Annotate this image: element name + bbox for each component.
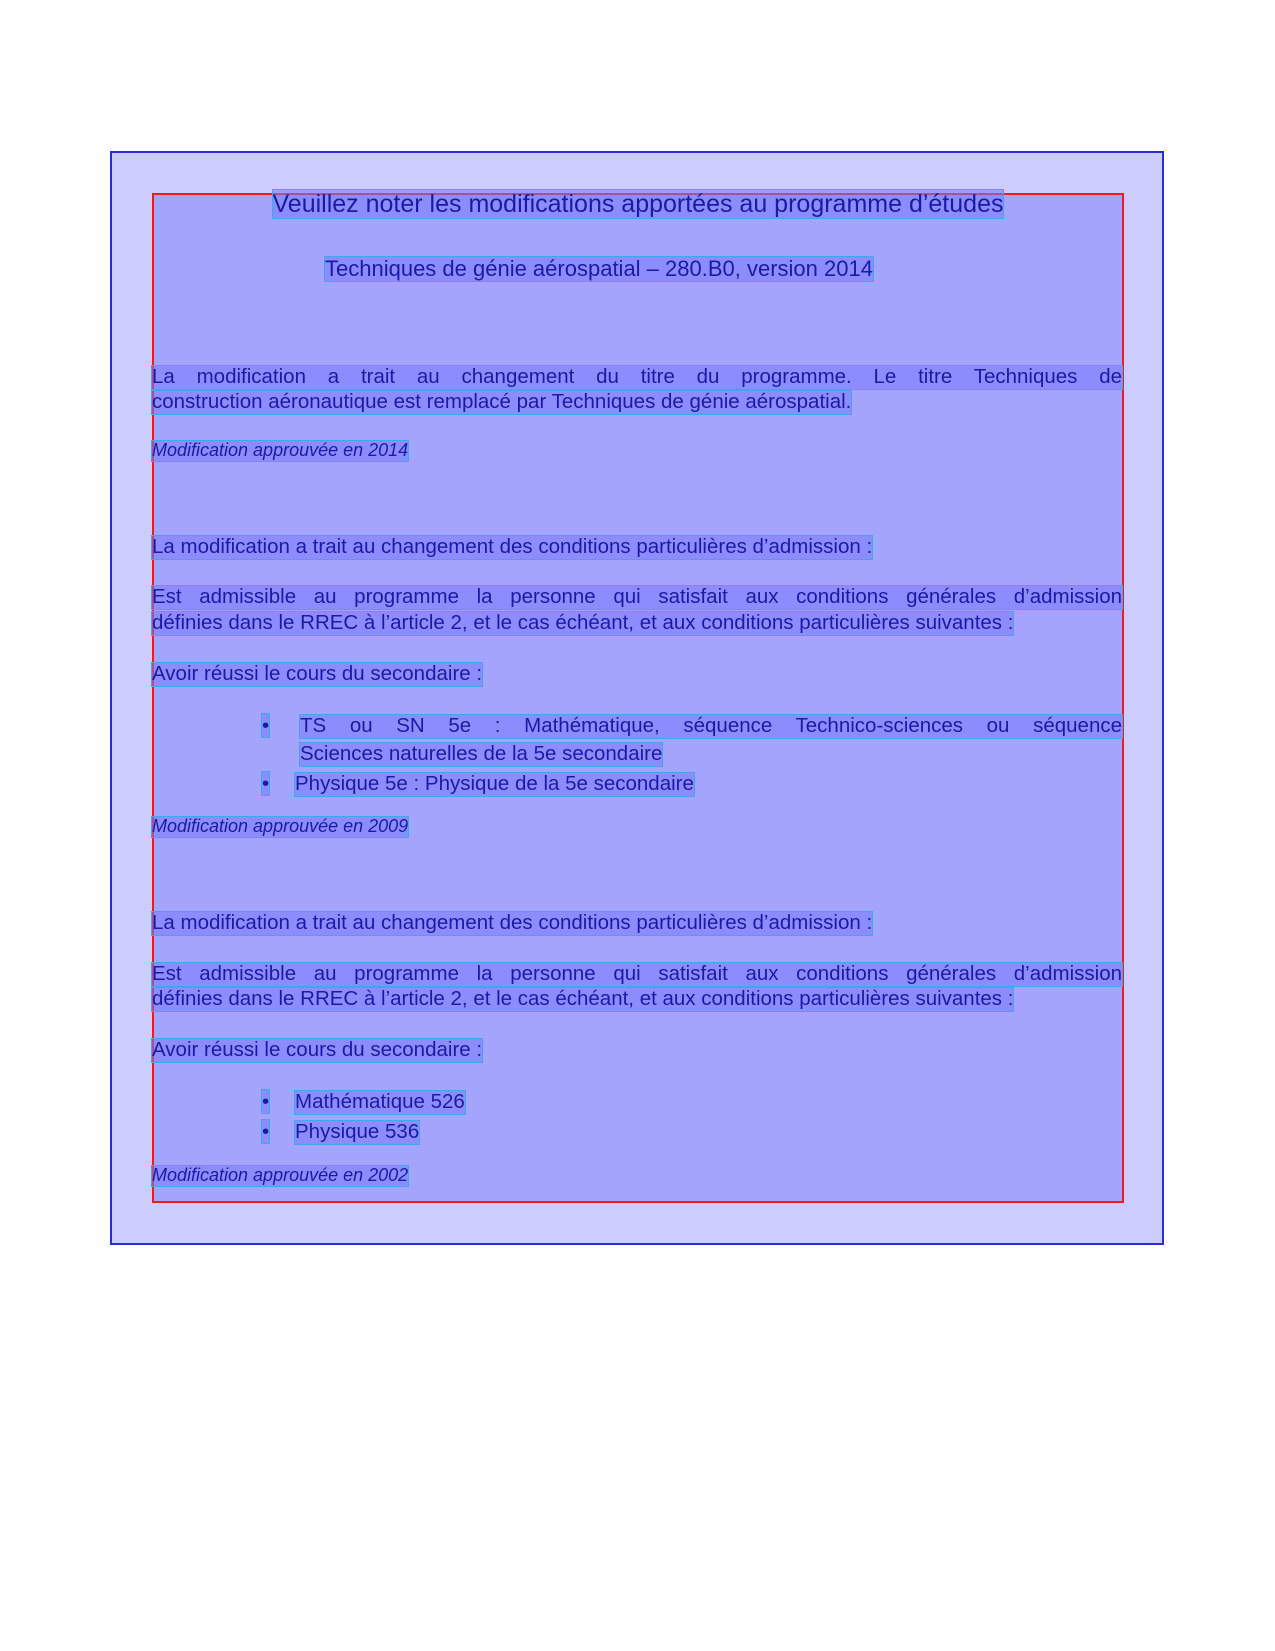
document-title-text: Veuillez noter les modifications apportées au programme d’études bbox=[272, 190, 1004, 218]
section1-approved: Modification approuvée en 2014 bbox=[152, 440, 409, 460]
bullet-icon: • bbox=[262, 772, 270, 795]
section2-bullet2: Physique 5e : Physique de la 5e secondaire bbox=[295, 772, 694, 795]
section2-approved: Modification approuvée en 2009 bbox=[152, 816, 409, 836]
section3-bullet1-marker bbox=[262, 1091, 269, 1114]
document-title bbox=[245, 191, 1031, 219]
section3-course-intro: Avoir réussi le cours du secondaire : bbox=[152, 1038, 483, 1061]
section2-para-line1: Est admissible au programme la personne qui satisfait aux conditions générales d’admission bbox=[152, 585, 1122, 608]
section2-bullet2-marker bbox=[262, 773, 269, 796]
bullet-icon: • bbox=[262, 714, 270, 737]
section3-bullet2-marker bbox=[262, 1121, 269, 1144]
section2-bullet1-line2: Sciences naturelles de la 5e secondaire bbox=[300, 742, 663, 765]
section2-para-line2: définies dans le RREC à l’article 2, et le cas échéant, et aux conditions particulières suivantes : bbox=[152, 611, 1014, 634]
bullet-icon: • bbox=[262, 1090, 270, 1113]
section3-intro: La modification a trait au changement des conditions particulières d’admission : bbox=[152, 911, 873, 934]
section3-para-line2: définies dans le RREC à l’article 2, et le cas échéant, et aux conditions particulières suivantes : bbox=[152, 987, 1014, 1010]
section2-bullet1-line1: TS ou SN 5e : Mathématique, séquence Technico-sciences ou séquence bbox=[300, 714, 1122, 737]
section3-bullet1: Mathématique 526 bbox=[295, 1090, 465, 1113]
section2-bullet1-marker bbox=[262, 715, 269, 738]
section1-line2: construction aéronautique est remplacé par Techniques de génie aérospatial. bbox=[152, 390, 852, 413]
section3-approved: Modification approuvée en 2002 bbox=[152, 1165, 409, 1185]
section2-intro: La modification a trait au changement des conditions particulières d’admission : bbox=[152, 535, 873, 558]
section1-line1: La modification a trait au changement du titre du programme. Le titre Techniques de bbox=[152, 365, 1122, 388]
document-subtitle: Techniques de génie aérospatial – 280.B0, version 2014 bbox=[325, 256, 873, 281]
section3-para-line1: Est admissible au programme la personne qui satisfait aux conditions générales d’admission bbox=[152, 962, 1122, 985]
bullet-icon: • bbox=[262, 1120, 270, 1143]
section3-bullet2: Physique 536 bbox=[295, 1120, 420, 1143]
section2-course-intro: Avoir réussi le cours du secondaire : bbox=[152, 662, 483, 685]
